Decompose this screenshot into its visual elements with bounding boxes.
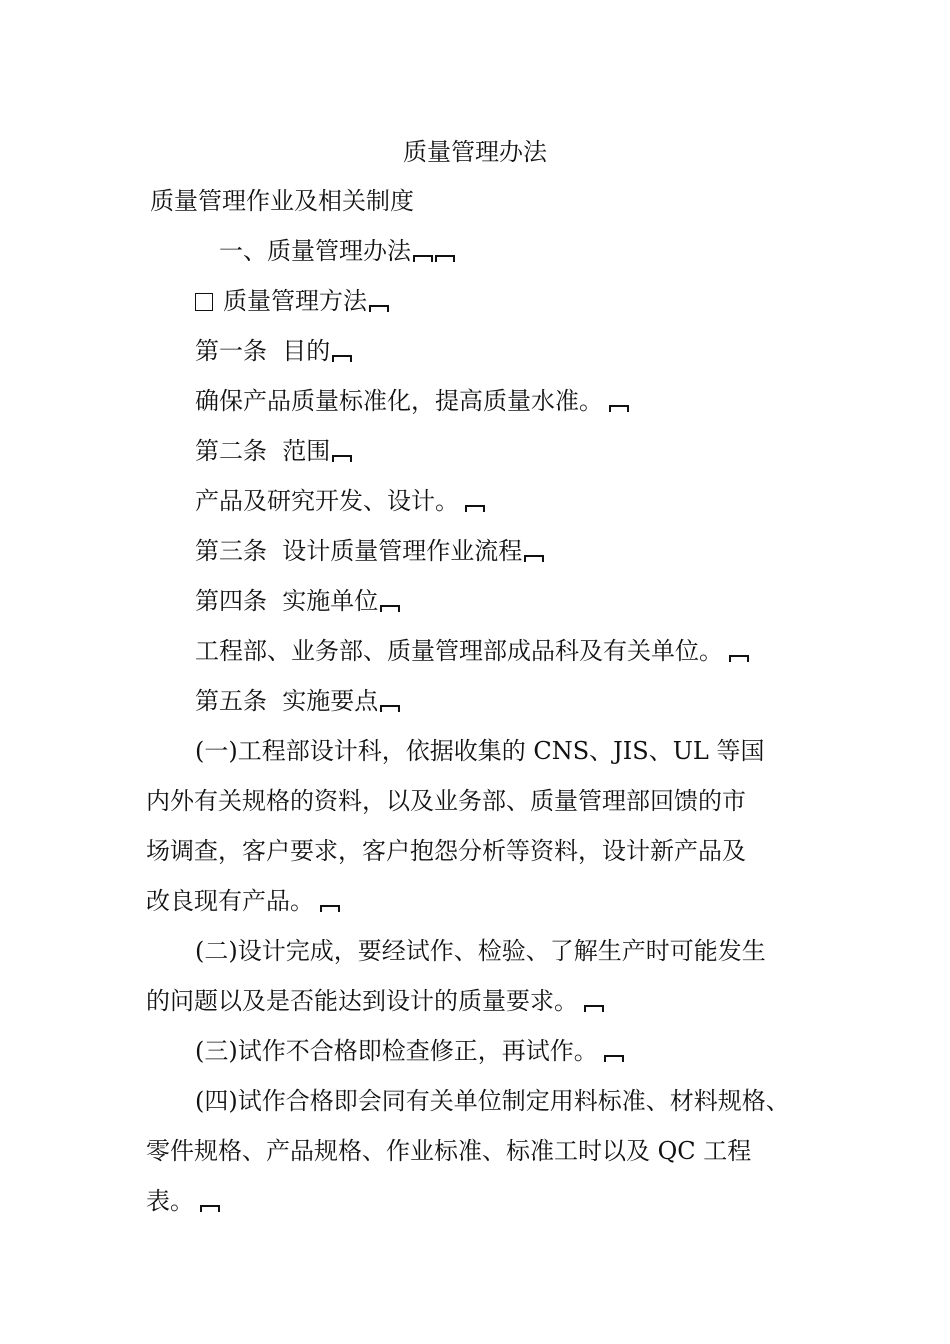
point-3-line-1: (三)试作不合格即检查修正，再试作。: [195, 1036, 624, 1066]
paragraph-mark-icon: [332, 455, 352, 462]
paragraph-mark-icon: [380, 605, 400, 612]
paragraph-mark-icon: [584, 1005, 604, 1012]
method-heading: 质量管理方法: [195, 286, 389, 316]
article-1-body: 确保产品质量标准化，提高质量水准。: [195, 386, 629, 416]
paragraph-mark-icon: [380, 705, 400, 712]
article-2-body: 产品及研究开发、设计。: [195, 486, 485, 516]
paragraph-mark-icon: [604, 1055, 624, 1062]
paragraph-mark-icon: [332, 355, 352, 362]
point-1-line-3: 场调查，客户要求，客户抱怨分析等资料，设计新产品及: [146, 837, 746, 865]
checkbox-icon: [195, 293, 213, 311]
paragraph-mark-icon: [369, 305, 389, 312]
article-2-heading: 第二条 范围: [195, 436, 352, 466]
document-title: 质量管理办法: [403, 138, 547, 166]
document-subtitle: 质量管理作业及相关制度: [150, 187, 414, 215]
point-4-line-1: (四)试作合格即会同有关单位制定用料标准、材料规格、: [195, 1087, 790, 1115]
article-5-heading: 第五条 实施要点: [195, 686, 400, 716]
paragraph-mark-icon: [609, 405, 629, 412]
point-2-line-2: 的问题以及是否能达到设计的质量要求。: [146, 986, 604, 1016]
paragraph-mark-icon: [435, 255, 455, 262]
paragraph-mark-icon: [320, 905, 340, 912]
article-1-heading: 第一条 目的: [195, 336, 352, 366]
point-4-line-3: 表。: [146, 1186, 220, 1216]
point-1-line-1: (一)工程部设计科，依据收集的 CNS、JIS、UL 等国: [195, 737, 765, 765]
paragraph-mark-icon: [729, 655, 749, 662]
article-3-heading: 第三条 设计质量管理作业流程: [195, 536, 544, 566]
paragraph-mark-icon: [413, 255, 433, 262]
point-1-line-4: 改良现有产品。: [146, 886, 340, 916]
paragraph-mark-icon: [524, 555, 544, 562]
paragraph-mark-icon: [200, 1205, 220, 1212]
article-4-body: 工程部、业务部、质量管理部成品科及有关单位。: [195, 636, 749, 666]
paragraph-mark-icon: [465, 505, 485, 512]
point-4-line-2: 零件规格、产品规格、作业标准、标准工时以及 QC 工程: [146, 1137, 752, 1165]
article-4-heading: 第四条 实施单位: [195, 586, 400, 616]
point-2-line-1: (二)设计完成，要经试作、检验、了解生产时可能发生: [195, 937, 766, 965]
point-1-line-2: 内外有关规格的资料，以及业务部、质量管理部回馈的市: [146, 787, 746, 815]
section-heading: 一、质量管理办法: [219, 236, 455, 266]
